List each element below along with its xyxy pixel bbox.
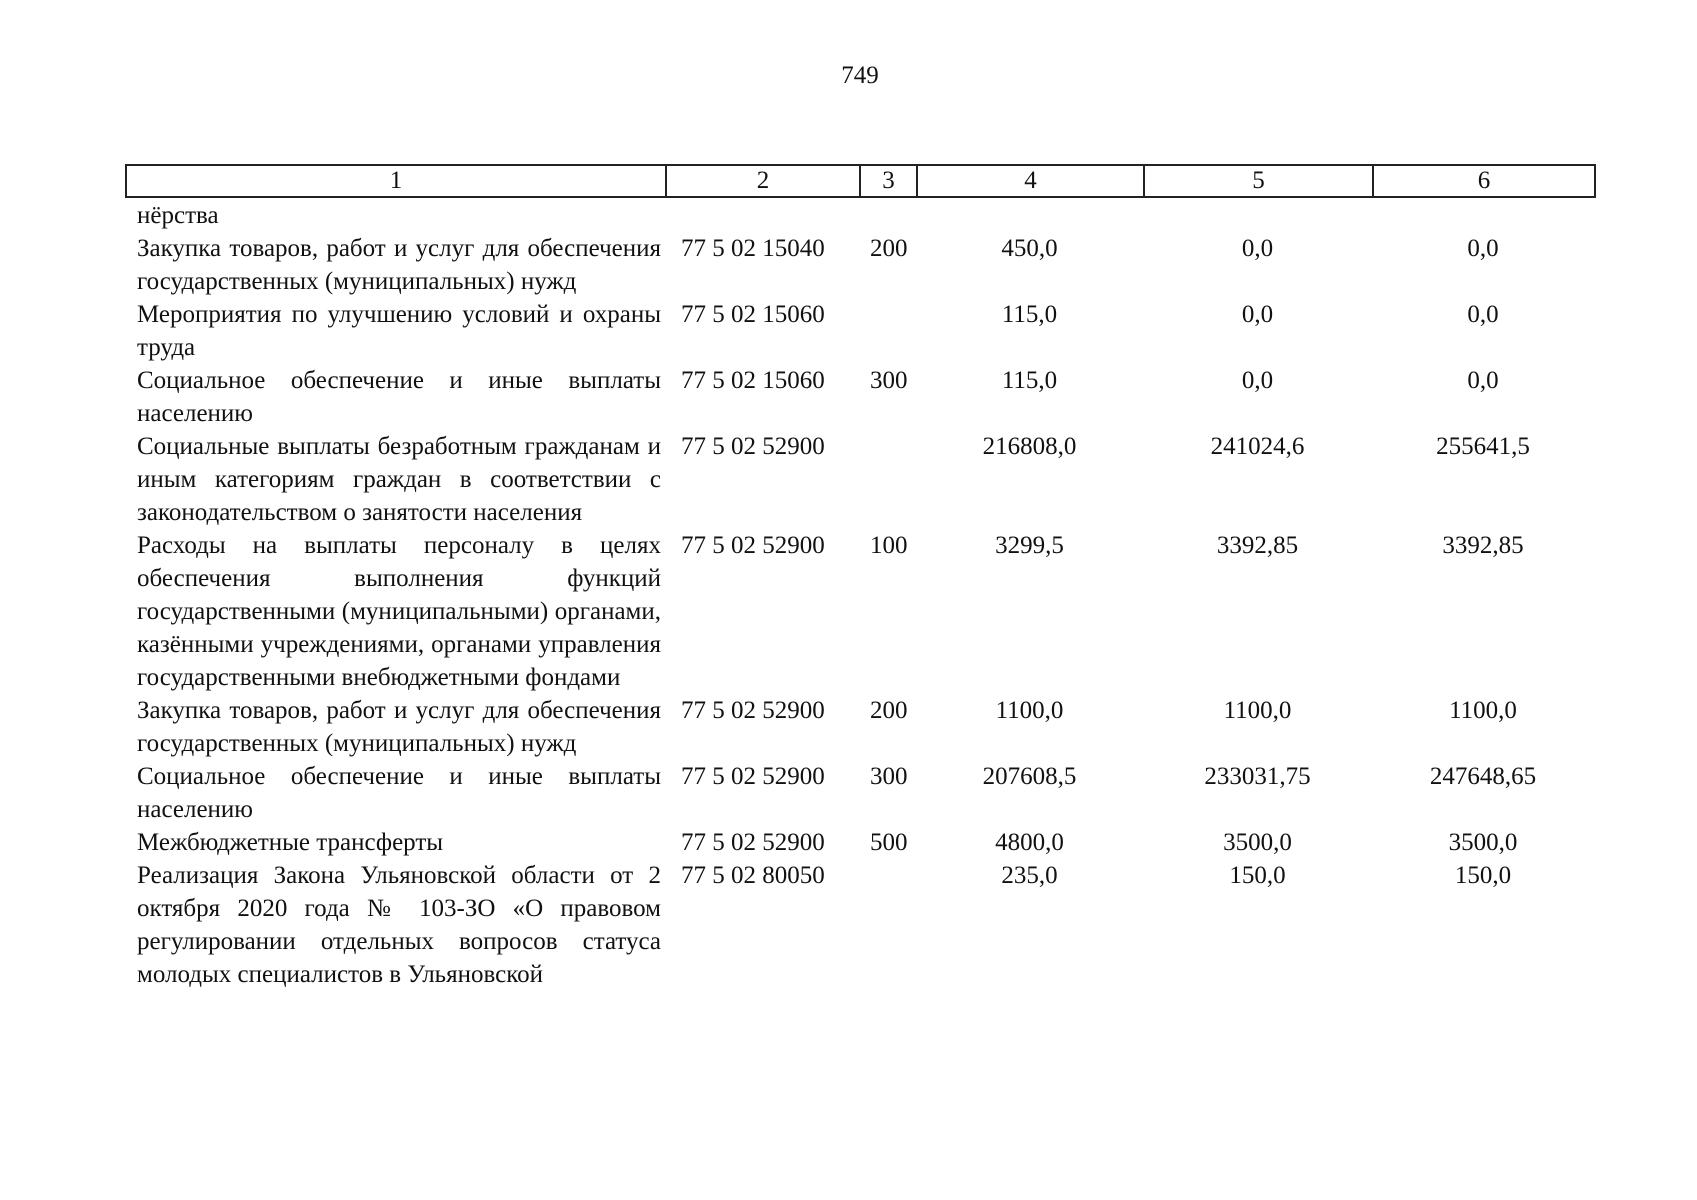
header-col-3: 3 <box>860 165 917 197</box>
header-col-1: 1 <box>126 165 666 197</box>
header-col-5: 5 <box>1144 165 1373 197</box>
row-name: Социальное обеспечение и иные выплаты населению <box>137 763 661 823</box>
row-name: Социальные выплаты безработным гражданам и иным категориям граждан в соответствии с законодательством о занятости населения <box>137 433 661 526</box>
table-row <box>125 529 1594 694</box>
table-row <box>125 694 1594 760</box>
row-code: 77 5 02 52900 <box>681 532 825 559</box>
row-code: 77 5 02 52900 <box>681 433 825 460</box>
row-value-4: 115,0 <box>1001 301 1058 328</box>
row-value-5: 0,0 <box>1241 235 1274 262</box>
row-name: Реализация Закона Ульяновской области от 2 октября 2020 года № 103-ЗО «О правовом регулировании отдельных вопросов статуса молодых специалистов в Ульяновской <box>137 862 661 988</box>
table-row <box>125 760 1594 826</box>
row-value-5: 3500,0 <box>1223 829 1292 856</box>
row-vr: 500 <box>870 829 908 856</box>
row-value-4: 1100,0 <box>995 697 1064 724</box>
table-row <box>125 364 1594 430</box>
row-vr: 100 <box>870 532 908 559</box>
row-code: 77 5 02 52900 <box>681 829 825 856</box>
row-vr: 300 <box>870 763 908 790</box>
row-value-6: 150,0 <box>1454 862 1512 889</box>
row-code: 77 5 02 52900 <box>681 763 825 790</box>
row-value-6: 255641,5 <box>1436 433 1530 460</box>
row-value-4: 4800,0 <box>995 829 1064 856</box>
row-value-4: 216808,0 <box>982 433 1077 460</box>
row-value-5: 3392,85 <box>1216 532 1299 559</box>
row-value-5: 0,0 <box>1241 367 1274 394</box>
row-name: Мероприятия по улучшению условий и охраны труда <box>137 301 661 361</box>
row-value-6: 1100,0 <box>1449 697 1517 724</box>
row-value-6: 0,0 <box>1467 235 1499 262</box>
row-value-6: 3500,0 <box>1448 829 1518 856</box>
row-name: Межбюджетные трансферты <box>137 829 444 856</box>
row-value-4: 235,0 <box>1001 862 1058 889</box>
row-name: Социальное обеспечение и иные выплаты населению <box>137 367 661 427</box>
row-name: Закупка товаров, работ и услуг для обеспечения государственных (муниципальных) нужд <box>137 697 661 757</box>
header-col-2: 2 <box>666 165 860 197</box>
header-col-6: 6 <box>1373 165 1595 197</box>
row-value-5: 1100,0 <box>1223 697 1292 724</box>
row-value-5: 233031,75 <box>1204 763 1311 790</box>
row-vr <box>859 430 916 529</box>
row-value-5: 0,0 <box>1241 301 1274 328</box>
row-value-6: 0,0 <box>1467 367 1499 394</box>
row-value-4: 450,0 <box>1001 235 1058 262</box>
table-row <box>125 298 1594 364</box>
header-row <box>126 165 1595 197</box>
row-vr: 200 <box>870 235 908 262</box>
table-header <box>125 164 1596 198</box>
row-value-4: 3299,5 <box>995 532 1064 559</box>
row-name: Закупка товаров, работ и услуг для обеспечения государственных (муниципальных) нужд <box>137 235 661 295</box>
table-row <box>125 859 1594 991</box>
header-col-4: 4 <box>917 165 1144 197</box>
row-vr <box>859 298 916 364</box>
row-code: 77 5 02 80050 <box>681 862 825 889</box>
table-row <box>125 430 1594 529</box>
row-value-6: 0,0 <box>1467 301 1499 328</box>
row-name: Расходы на выплаты персоналу в целях обеспечения выполнения функций государственными (муниципальными) органами, казёнными учреждениями, органами управления государственными внебюджетными фондами <box>137 532 661 691</box>
continuation-text: нёрства <box>137 202 219 229</box>
row-value-6: 247648,65 <box>1429 763 1537 790</box>
row-code: 77 5 02 52900 <box>681 697 825 724</box>
row-value-4: 207608,5 <box>982 763 1077 790</box>
row-value-5: 150,0 <box>1229 862 1286 889</box>
row-code: 77 5 02 15040 <box>681 235 825 262</box>
row-vr: 300 <box>870 367 908 394</box>
table-row <box>125 232 1594 298</box>
budget-table <box>125 199 1594 991</box>
row-vr: 200 <box>870 697 908 724</box>
row-code: 77 5 02 15060 <box>681 367 825 394</box>
row-value-5: 241024,6 <box>1210 433 1305 460</box>
table-row <box>125 826 1594 859</box>
row-value-4: 115,0 <box>1001 367 1058 394</box>
row-value-6: 3392,85 <box>1442 532 1524 559</box>
page-number: 749 <box>841 62 879 89</box>
row-code: 77 5 02 15060 <box>681 301 825 328</box>
continuation-row <box>125 199 1594 232</box>
row-vr <box>859 859 916 991</box>
